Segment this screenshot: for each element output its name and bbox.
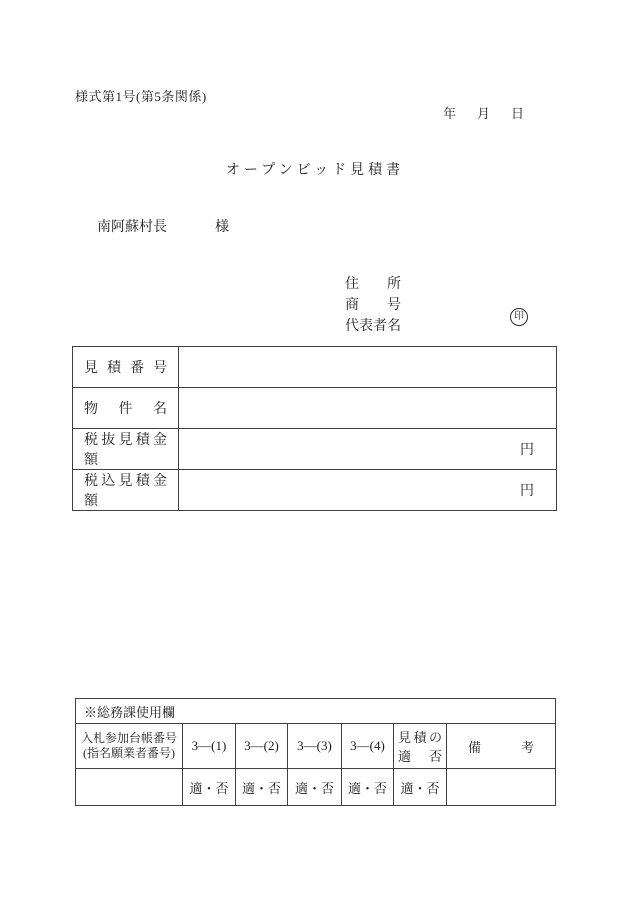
addressee-honorific: 様 xyxy=(215,220,229,235)
submitter-block xyxy=(345,274,401,337)
pass-fail-cell-5: 適・否 xyxy=(394,769,447,806)
admin-body-row xyxy=(76,769,556,806)
estimate-number-label: 見積番号 xyxy=(84,361,167,376)
amount-incl-tax-row xyxy=(73,470,557,511)
bid-column-header-3: 3—(3) xyxy=(288,724,342,769)
suitability-header-cell xyxy=(394,724,447,769)
suitability-header-line2: 適否 xyxy=(398,749,442,764)
bid-column-header-4: 3—(4) xyxy=(342,724,394,769)
pass-fail-cell-1: 適・否 xyxy=(183,769,236,806)
admin-header-row xyxy=(76,724,556,769)
admin-section-title: ※総務課使用欄 xyxy=(76,699,556,724)
addressee-line xyxy=(97,216,229,236)
yen-unit-label: 円 xyxy=(520,443,534,458)
amount-incl-tax-label: 税込見積金額 xyxy=(84,474,167,509)
amount-incl-tax-label-cell xyxy=(73,470,179,511)
remarks-value-cell xyxy=(447,769,556,806)
property-name-label-cell xyxy=(73,388,179,429)
estimate-number-label-cell xyxy=(73,347,179,388)
company-name-label: 商号 xyxy=(345,298,401,313)
inkan-seal-text: 印 xyxy=(514,311,524,322)
amount-excl-tax-row xyxy=(73,429,557,470)
pass-fail-cell-2: 適・否 xyxy=(236,769,288,806)
date-line xyxy=(443,103,524,122)
suitability-header-line1: 見積の xyxy=(398,730,442,745)
estimate-number-row xyxy=(73,347,557,388)
pass-fail-cell-4: 適・否 xyxy=(342,769,394,806)
remarks-header-cell xyxy=(447,724,556,769)
amount-excl-tax-value-cell xyxy=(179,429,557,470)
remarks-header: 備考 xyxy=(468,739,535,755)
registry-number-header-line1: 入札参加台帳番号 xyxy=(80,731,177,745)
submitter-representative-row xyxy=(345,316,401,337)
inkan-seal-icon xyxy=(510,308,528,326)
property-name-row xyxy=(73,388,557,429)
day-label: 日 xyxy=(511,106,525,121)
property-name-label: 物件名 xyxy=(84,402,167,417)
admin-section-title-row xyxy=(76,699,556,724)
admin-use-table xyxy=(75,698,556,806)
registry-number-header-cell xyxy=(76,724,183,769)
representative-name-label: 代表者名 xyxy=(345,319,401,334)
estimate-table xyxy=(72,346,557,511)
year-label: 年 xyxy=(443,106,457,121)
amount-excl-tax-label: 税抜見積金額 xyxy=(84,433,167,468)
bid-column-header-2: 3—(2) xyxy=(236,724,288,769)
amount-excl-tax-label-cell xyxy=(73,429,179,470)
submitter-address-row xyxy=(345,274,401,295)
form-number: 様式第1号(第5条関係) xyxy=(75,89,207,104)
address-label: 住所 xyxy=(345,277,401,292)
submitter-company-row xyxy=(345,295,401,316)
property-name-value-cell xyxy=(179,388,557,429)
yen-unit-label: 円 xyxy=(520,484,534,499)
addressee-name: 南阿蘇村長 xyxy=(97,220,167,235)
month-label: 月 xyxy=(477,106,491,121)
page-title: オープンビッド見積書 xyxy=(225,163,405,178)
estimate-number-value-cell xyxy=(179,347,557,388)
registry-number-header-line2: (指名願業者番号) xyxy=(83,746,175,760)
registry-number-value-cell xyxy=(76,769,183,806)
bid-column-header-1: 3—(1) xyxy=(183,724,236,769)
pass-fail-cell-3: 適・否 xyxy=(288,769,342,806)
amount-incl-tax-value-cell xyxy=(179,470,557,511)
